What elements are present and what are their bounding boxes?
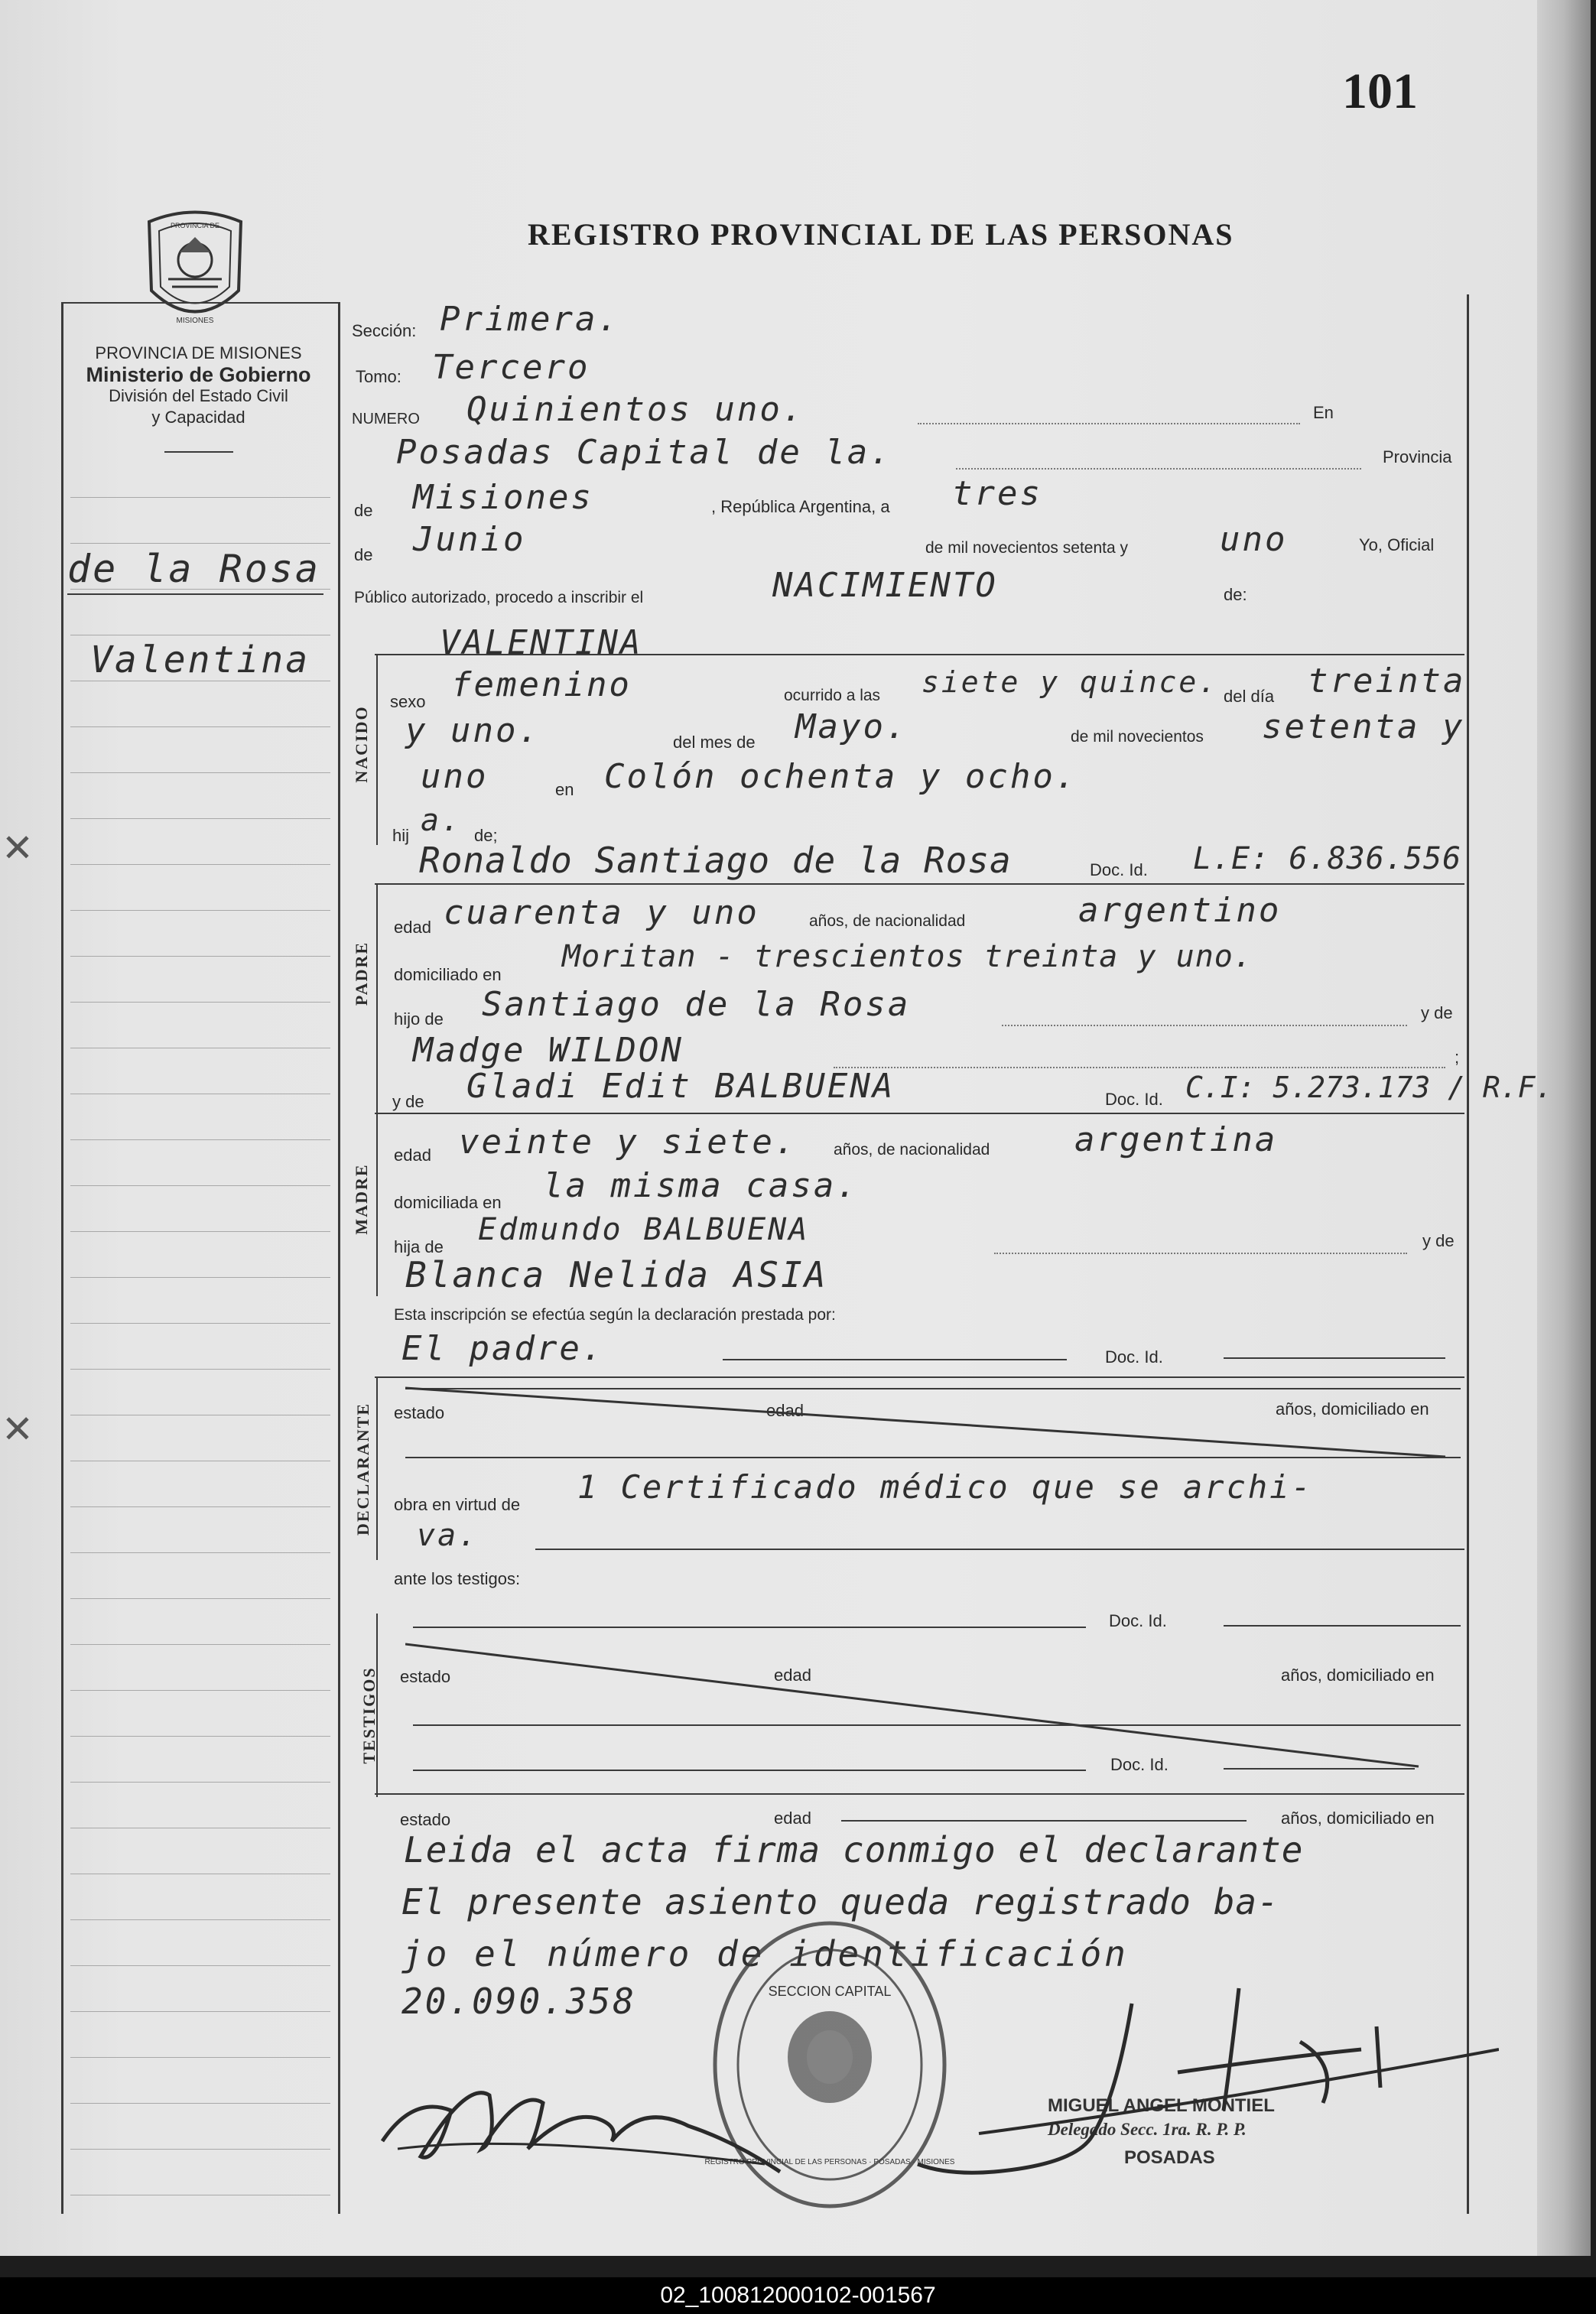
de-semicolon-label: de; bbox=[474, 826, 498, 845]
closing-line-2: El presente asiento queda registrado ba- bbox=[401, 1881, 1279, 1922]
margin-top-line bbox=[61, 302, 340, 304]
declarante-value-line bbox=[723, 1359, 1067, 1360]
testigos-doc-line-2 bbox=[1224, 1768, 1415, 1770]
day-value: tres bbox=[952, 474, 1042, 513]
padre-mother-value: Madge WILDON bbox=[413, 1031, 684, 1070]
declarante-bracket bbox=[376, 1376, 378, 1560]
binding-hole-1: ✕ bbox=[2, 827, 34, 869]
madre-doc-value: C.I: 5.273.173 / R.F. bbox=[1185, 1071, 1553, 1104]
madre-bracket bbox=[376, 1113, 378, 1296]
closing-line-4: 20.090.358 bbox=[401, 1981, 636, 2022]
folio-number: 101 bbox=[1342, 63, 1418, 119]
padre-doc-label: Doc. Id. bbox=[1090, 860, 1148, 879]
ministry-block bbox=[63, 343, 334, 428]
de-label-2: de bbox=[354, 545, 373, 564]
official-stamp-title: Delegado Secc. 1ra. R. P. P. bbox=[1048, 2120, 1247, 2139]
madre-top-line bbox=[375, 1113, 1464, 1114]
declarante-doc-line bbox=[1224, 1357, 1445, 1359]
padre-mother-dots bbox=[834, 1067, 1445, 1068]
month-value: Junio bbox=[413, 520, 526, 559]
testigos-bottom-line bbox=[375, 1793, 1464, 1795]
declarante-section-label: DECLARANTE bbox=[353, 1402, 372, 1536]
official-stamp-name: MIGUEL ANGEL MONTIEL bbox=[1048, 2095, 1275, 2116]
testigos-edad-label-2: edad bbox=[774, 1809, 811, 1828]
testigos-line-1 bbox=[413, 1627, 1086, 1628]
province-label: PROVINCIA DE MISIONES bbox=[95, 343, 302, 362]
place-dots bbox=[956, 468, 1361, 470]
closing-line-1: Leida el acta firma conmigo el declarante bbox=[404, 1829, 1304, 1870]
padre-father-dots bbox=[1002, 1025, 1407, 1026]
declarante-value: El padre. bbox=[401, 1329, 605, 1368]
testigos-edad-line-2 bbox=[841, 1820, 1247, 1822]
coat-of-arms-text-bottom: MISIONES bbox=[176, 317, 214, 325]
madre-domicilio-label: domiciliada en bbox=[394, 1193, 502, 1212]
madre-anios-label: años, de nacionalidad bbox=[834, 1141, 990, 1159]
padre-section-label: PADRE bbox=[352, 941, 371, 1006]
round-seal-center-text: SECCION CAPITAL bbox=[768, 1984, 892, 1999]
left-signature bbox=[367, 2049, 795, 2187]
tomo-value: Tercero bbox=[432, 348, 590, 387]
madre-name: Gladi Edit BALBUENA bbox=[466, 1067, 896, 1106]
padre-semicolon: ; bbox=[1455, 1048, 1460, 1067]
division-label-2: y Capacidad bbox=[151, 408, 245, 427]
en-label: En bbox=[1313, 403, 1334, 422]
margin-surname: de la Rosa bbox=[67, 547, 321, 591]
testigos-doc-line-1 bbox=[1224, 1625, 1461, 1627]
testigos-edad-label-1: edad bbox=[774, 1666, 811, 1685]
declarante-domicilio-line bbox=[405, 1457, 1461, 1458]
obra-value-b: va. bbox=[417, 1518, 479, 1553]
testigos-line-2 bbox=[413, 1770, 1086, 1771]
official-stamp-city: POSADAS bbox=[1124, 2147, 1215, 2168]
del-dia-label: del día bbox=[1224, 687, 1275, 706]
testigos-anios-label-2: años, domiciliado en bbox=[1281, 1809, 1435, 1828]
declarante-anios-label: años, domiciliado en bbox=[1276, 1399, 1429, 1419]
right-signature bbox=[902, 1981, 1499, 2195]
ante-label: ante los testigos: bbox=[394, 1569, 521, 1588]
footer-id: 02_100812000102-001567 bbox=[0, 2277, 1596, 2314]
sexo-value: femenino bbox=[451, 665, 632, 704]
closing-line-3: jo el número de identificación bbox=[401, 1933, 1129, 1974]
declarante-crossout-line bbox=[405, 1384, 1461, 1461]
margin-given-name: Valentina bbox=[90, 639, 310, 681]
birth-month-value: Mayo. bbox=[795, 707, 909, 746]
padre-domicilio-label: domiciliado en bbox=[394, 965, 502, 984]
coat-of-arms-icon bbox=[138, 206, 252, 333]
numero-dots bbox=[918, 423, 1300, 424]
madre-y-de-label: y de bbox=[392, 1092, 424, 1111]
page-title: REGISTRO PROVINCIAL DE LAS PERSONAS bbox=[528, 217, 1234, 252]
birth-place-value: Colón ochenta y ocho. bbox=[604, 757, 1078, 796]
obra-continue-line bbox=[535, 1549, 1464, 1550]
nacido-bracket bbox=[376, 654, 378, 845]
madre-section-label: MADRE bbox=[352, 1163, 371, 1235]
padre-y-de-label: y de bbox=[1421, 1003, 1453, 1022]
republica-label: , República Argentina, a bbox=[711, 497, 890, 516]
madre-domicilio-value: la misma casa. bbox=[543, 1166, 859, 1205]
form-right-line bbox=[1467, 294, 1469, 2214]
de-colon-label: de: bbox=[1224, 585, 1247, 604]
birth-year-value-a: setenta y bbox=[1262, 707, 1465, 746]
testigos-anios-label-1: años, domiciliado en bbox=[1281, 1666, 1435, 1685]
madre-edad-label: edad bbox=[394, 1146, 431, 1165]
province-value: Misiones bbox=[413, 478, 593, 517]
division-label-1: División del Estado Civil bbox=[109, 386, 288, 405]
ministry-label: Ministerio de Gobierno bbox=[86, 363, 311, 386]
madre-mother-value: Blanca Nelida ASIA bbox=[405, 1254, 828, 1295]
en-place-label: en bbox=[555, 780, 574, 799]
hij-label: hij bbox=[392, 826, 410, 845]
padre-father-value: Santiago de la Rosa bbox=[482, 985, 911, 1024]
place-value: Posadas Capital de la. bbox=[396, 433, 892, 472]
declarante-doc-label: Doc. Id. bbox=[1105, 1347, 1163, 1367]
year-value: uno bbox=[1220, 520, 1288, 559]
padre-name: Ronaldo Santiago de la Rosa bbox=[419, 840, 1012, 881]
padre-hijo-label: hijo de bbox=[394, 1009, 444, 1029]
madre-nacionalidad-value: argentina bbox=[1074, 1120, 1278, 1159]
madre-edad-value: veinte y siete. bbox=[459, 1123, 798, 1162]
madre-father-value: Edmundo BALBUENA bbox=[478, 1212, 810, 1247]
padre-edad-value: cuarenta y uno bbox=[444, 893, 759, 932]
declarante-top-line bbox=[375, 1376, 1464, 1378]
numero-value: Quinientos uno. bbox=[466, 390, 805, 429]
del-mes-label: del mes de bbox=[673, 733, 756, 752]
obra-label: obra en virtud de bbox=[394, 1495, 521, 1514]
testigos-doc-label-1: Doc. Id. bbox=[1109, 1611, 1167, 1630]
declarante-edad-label: edad bbox=[766, 1401, 804, 1420]
left-margin-outer-line bbox=[61, 302, 63, 2214]
declarante-intro-label: Esta inscripción se efectúa según la declaración prestada por: bbox=[394, 1306, 836, 1324]
ministry-underline bbox=[164, 451, 233, 453]
round-seal-outer-text: REGISTRO PROVINCIAL DE LAS PERSONAS · POSADAS · MISIONES bbox=[704, 2158, 955, 2166]
birth-year-value-b: uno bbox=[421, 757, 489, 796]
seccion-value: Primera. bbox=[440, 300, 620, 339]
publico-label: Público autorizado, procedo a inscribir el bbox=[354, 589, 644, 606]
provincia-label: Provincia bbox=[1383, 447, 1452, 466]
padre-doc-value: L.E: 6.836.556 bbox=[1193, 841, 1462, 876]
binding-hole-2: ✕ bbox=[2, 1408, 34, 1451]
left-margin-inner-line bbox=[338, 302, 340, 2214]
testigos-estado-label-1: estado bbox=[400, 1667, 451, 1686]
nacido-name: VALENTINA bbox=[440, 623, 643, 662]
padre-anios-label: años, de nacionalidad bbox=[809, 912, 966, 930]
hij-value: a. bbox=[421, 803, 463, 838]
padre-nacionalidad-value: argentino bbox=[1078, 891, 1282, 930]
hour-value: siete y quince. bbox=[922, 665, 1219, 699]
testigos-doc-label-2: Doc. Id. bbox=[1110, 1755, 1169, 1774]
act-type: NACIMIENTO bbox=[772, 566, 998, 605]
madre-y-de-label-2: y de bbox=[1422, 1231, 1455, 1250]
margin-surname-underline bbox=[67, 593, 323, 595]
year-text-label: de mil novecientos setenta y bbox=[925, 539, 1128, 557]
nacido-section-label: NACIDO bbox=[352, 705, 371, 783]
testigos-section-label: TESTIGOS bbox=[359, 1666, 379, 1764]
madre-doc-label: Doc. Id. bbox=[1105, 1090, 1163, 1109]
declarante-estado-label: estado bbox=[394, 1403, 445, 1422]
day-value-a: treinta bbox=[1308, 661, 1466, 700]
testigos-domicilio-line-1 bbox=[413, 1724, 1461, 1726]
madre-father-dots bbox=[994, 1253, 1407, 1254]
numero-label: NUMERO bbox=[352, 411, 420, 427]
mil-label: de mil novecientos bbox=[1071, 728, 1204, 746]
page-edge bbox=[1537, 0, 1591, 2256]
padre-top-line bbox=[375, 883, 1464, 885]
testigos-crossout-line bbox=[405, 1636, 1461, 1774]
testigos-estado-label-2: estado bbox=[400, 1810, 451, 1829]
sexo-label: sexo bbox=[390, 692, 426, 711]
coat-of-arms-text-top: PROVINCIA DE bbox=[170, 222, 220, 229]
obra-value-a: 1 Certificado médico que se archi- bbox=[577, 1468, 1313, 1506]
padre-edad-label: edad bbox=[394, 918, 431, 937]
de-label-1: de bbox=[354, 501, 373, 520]
padre-domicilio-value: Moritan - trescientos treinta y uno. bbox=[562, 939, 1253, 974]
oficial-label: Yo, Oficial bbox=[1359, 535, 1435, 554]
ocurrido-label: ocurrido a las bbox=[784, 687, 881, 704]
padre-bracket bbox=[376, 883, 378, 1113]
seccion-label: Sección: bbox=[352, 321, 417, 340]
tomo-label: Tomo: bbox=[356, 367, 401, 386]
day-value-b: y uno. bbox=[405, 711, 541, 750]
madre-hija-label: hija de bbox=[394, 1237, 444, 1256]
